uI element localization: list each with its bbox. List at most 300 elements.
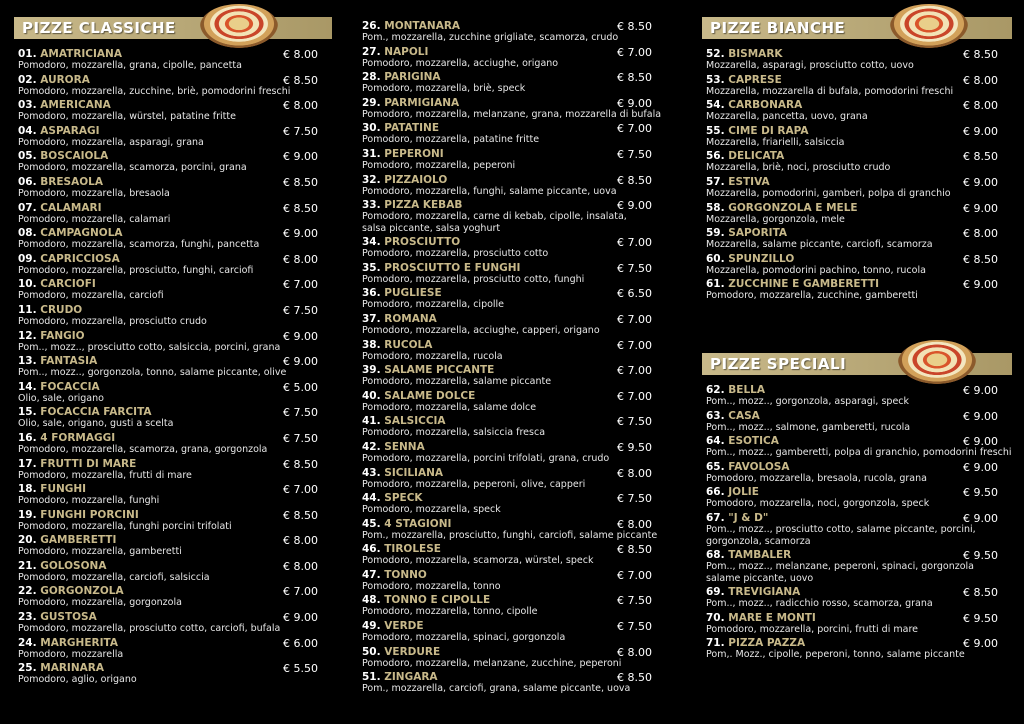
menu-item-name [362, 262, 520, 274]
menu-item [14, 381, 332, 407]
menu-item-number: 64. [706, 435, 725, 448]
menu-item [702, 512, 1012, 549]
menu-item-price: € 9.00 [963, 637, 998, 651]
menu-item-name [18, 278, 96, 290]
menu-item-number: 58. [706, 201, 725, 214]
menu-item-title: MARGHERITA [40, 636, 118, 649]
menu-item-ingredients: Pomodoro, mozzarella, calamari [18, 213, 171, 225]
menu-item-price: € 9.50 [617, 440, 652, 454]
menu-item-number: 30. [362, 122, 381, 135]
menu-item [702, 410, 1012, 436]
menu-item-price: € 7.00 [617, 236, 652, 250]
menu-list-classiche [14, 48, 332, 688]
menu-item [14, 48, 332, 74]
menu-item [702, 435, 1012, 461]
menu-item-name [362, 148, 444, 160]
menu-item-ingredients: Mozzarella, pomodorini, gamberi, polpa di granchio [706, 187, 951, 199]
section-title: PIZZE SPECIALI [710, 354, 847, 373]
menu-item-number: 41. [362, 415, 381, 428]
menu-item [14, 125, 332, 151]
menu-item-price: € 8.50 [963, 252, 998, 266]
menu-item-number: 35. [362, 261, 381, 274]
menu-item-title: FAVOLOSA [728, 460, 790, 473]
menu-item-number: 27. [362, 45, 381, 58]
menu-item-number: 44. [362, 492, 381, 505]
menu-item-number: 48. [362, 594, 381, 607]
menu-item-name [18, 125, 100, 137]
menu-item-price: € 9.00 [617, 199, 652, 213]
menu-item [14, 406, 332, 432]
section-title: PIZZE CLASSICHE [22, 19, 176, 37]
menu-item [14, 662, 332, 688]
menu-item-name [18, 662, 104, 674]
menu-item-price: € 8.00 [963, 73, 998, 87]
menu-item-price: € 7.50 [617, 594, 652, 608]
menu-item-name [706, 278, 879, 290]
menu-item-title: AMERICANA [40, 99, 111, 112]
menu-item-title: PROSCIUTTO [384, 236, 461, 249]
menu-list-bianche [702, 48, 1012, 304]
column-classiche-2 [358, 18, 666, 697]
menu-item-title: GORGONZOLA [40, 585, 124, 598]
menu-item-ingredients: Mozzarella, salame piccante, carciofi, scamorza [706, 239, 933, 251]
menu-item-title: CARBONARA [728, 99, 803, 112]
menu-item-title: ESTIVA [728, 175, 770, 188]
menu-item-ingredients: Pomodoro, mozzarella, carciofi [18, 290, 164, 302]
menu-item-number: 05. [18, 150, 37, 163]
menu-item-price: € 8.50 [617, 20, 652, 33]
menu-item-title: PROSCIUTTO E FUNGHI [384, 261, 521, 274]
section-header-speciali [702, 350, 1012, 376]
menu-item-title: SPUNZILLO [728, 252, 795, 265]
menu-item-title: GOLOSONA [40, 559, 107, 572]
menu-item-number: 29. [362, 96, 381, 109]
menu-item-number: 49. [362, 620, 381, 633]
menu-item-ingredients: Olio, sale, origano [18, 392, 104, 404]
menu-item-name [362, 467, 443, 479]
menu-item-number: 03. [18, 99, 37, 112]
menu-item-ingredients: Pomodoro, mozzarella, funghi porcini trifolati [18, 520, 232, 532]
menu-item-ingredients: Pom., mozzarella, prosciutto, funghi, carciofi, salame piccante [362, 529, 658, 541]
menu-item-name [362, 594, 490, 606]
menu-item [358, 364, 666, 390]
menu-item-ingredients: Pom.., mozz.., melanzane, peperoni, spinaci, gorgonzola [706, 560, 974, 572]
menu-item-name [362, 46, 428, 58]
section-header-bianche [702, 14, 1012, 40]
menu-item-number: 15. [18, 406, 37, 419]
menu-item-number: 51. [362, 671, 381, 684]
menu-item-ingredients: Pomodoro, mozzarella, grana, cipolle, pancetta [18, 60, 242, 71]
menu-item-ingredients: Pomodoro, mozzarella, zucchine, gamberetti [706, 290, 918, 302]
menu-item-price: € 8.50 [283, 73, 318, 87]
menu-item-price: € 8.50 [283, 508, 318, 522]
menu-item-number: 63. [706, 409, 725, 422]
menu-item-ingredients: Pomodoro, mozzarella, scamorza, porcini, grana [18, 162, 247, 174]
menu-item-name [18, 483, 86, 495]
menu-item [702, 176, 1012, 202]
menu-item [14, 560, 332, 586]
menu-item-number: 19. [18, 508, 37, 521]
menu-item-ingredients: Pomodoro, mozzarella, rucola [362, 350, 503, 362]
menu-item [358, 262, 666, 288]
menu-item-price: € 7.50 [283, 303, 318, 317]
menu-item-price: € 7.00 [617, 338, 652, 352]
menu-item-name [362, 415, 446, 427]
menu-item-number: 13. [18, 355, 37, 368]
menu-item-price: € 8.50 [283, 457, 318, 471]
menu-item-number: 57. [706, 175, 725, 188]
menu-item-ingredients: Pomodoro, mozzarella, würstel, patatine fritte [18, 111, 236, 123]
menu-item-ingredients: Pomodoro, aglio, origano [18, 674, 137, 686]
menu-item-title: PEPERONI [384, 147, 444, 160]
menu-item-title: CAPRESE [728, 73, 782, 86]
menu-item-title: SAPORITA [728, 227, 788, 240]
menu-item-number: 23. [18, 611, 37, 624]
menu-item [358, 97, 666, 123]
menu-item-ingredients: Pomodoro, mozzarella, noci, gorgonzola, speck [706, 498, 930, 510]
pizza-image-icon [200, 4, 278, 48]
menu-item [14, 99, 332, 125]
menu-item-number: 08. [18, 227, 37, 240]
menu-item-ingredients: Pomodoro, mozzarella, cipolle [362, 299, 505, 311]
menu-item-number: 62. [706, 383, 725, 396]
menu-item-title: SALAME PICCANTE [384, 364, 495, 377]
menu-item-title: BISMARK [728, 48, 783, 60]
menu-item [358, 313, 666, 339]
menu-item-name [706, 410, 760, 422]
menu-item-name [362, 492, 423, 504]
menu-item-ingredients: Pomodoro, mozzarella, bresaola, rucola, grana [706, 472, 927, 484]
menu-item-number: 37. [362, 312, 381, 325]
menu-item-name [362, 174, 447, 186]
menu-item-ingredients-cont: salsa piccante, salsa yoghurt [362, 223, 501, 235]
menu-item-price: € 7.00 [283, 278, 318, 292]
menu-item-ingredients: Pomodoro, mozzarella, peperoni [362, 159, 516, 171]
menu-item-number: 33. [362, 199, 381, 212]
menu-item-title: SICILIANA [384, 466, 443, 479]
menu-item-title: CIME DI RAPA [728, 124, 809, 137]
menu-item-title: ROMANA [384, 312, 437, 325]
menu-item-title: VERDURE [384, 645, 441, 658]
menu-item [358, 467, 666, 493]
menu-item-name [18, 99, 111, 111]
menu-item-title: CASA [728, 409, 760, 422]
menu-item-title: SALAME DOLCE [384, 389, 476, 402]
menu-item-title: FRUTTI DI MARE [40, 457, 137, 470]
menu-item-ingredients: Pomodoro, mozzarella, asparagi, grana [18, 136, 204, 148]
menu-item-name [706, 435, 779, 447]
menu-item [358, 543, 666, 569]
menu-item-name [706, 384, 765, 396]
menu-item-title: 4 STAGIONI [384, 517, 452, 530]
menu-item-ingredients: Pomodoro, mozzarella, patatine fritte [362, 134, 540, 146]
menu-item-ingredients: Pomodoro, mozzarella, scamorza, würstel, speck [362, 555, 594, 567]
menu-item-price: € 9.00 [283, 355, 318, 369]
menu-item-price: € 9.00 [963, 175, 998, 189]
menu-item-ingredients-cont: salame piccante, uovo [706, 572, 814, 584]
menu-item-name [706, 637, 805, 649]
menu-item-ingredients: Mozzarella, pancetta, uovo, grana [706, 111, 868, 123]
menu-item-name [706, 176, 770, 188]
menu-item [702, 227, 1012, 253]
menu-item-price: € 6.50 [617, 287, 652, 301]
menu-item-title: GUSTOSA [40, 611, 97, 624]
menu-item-name [362, 339, 432, 351]
menu-item-number: 14. [18, 380, 37, 393]
menu-item-title: PIZZA KEBAB [384, 199, 463, 212]
menu-item [702, 461, 1012, 487]
menu-item-name [18, 432, 115, 444]
menu-item-price: € 8.00 [963, 99, 998, 113]
menu-item-price: € 7.00 [617, 364, 652, 378]
menu-item-number: 07. [18, 201, 37, 214]
menu-item-price: € 7.00 [283, 585, 318, 599]
menu-item-title: JOLIE [728, 486, 759, 499]
menu-item-number: 67. [706, 511, 725, 524]
menu-item [702, 612, 1012, 638]
menu-item-name [706, 150, 784, 162]
menu-item-number: 38. [362, 338, 381, 351]
menu-item-title: PARMIGIANA [384, 96, 460, 109]
menu-item-price: € 7.50 [283, 431, 318, 445]
menu-item-number: 66. [706, 486, 725, 499]
menu-item-name [18, 637, 118, 649]
menu-item-ingredients: Pomodoro, mozzarella, frutti di mare [18, 469, 192, 481]
menu-item-price: € 8.50 [963, 585, 998, 599]
menu-item-price: € 5.50 [283, 662, 318, 676]
menu-item-ingredients: Pomodoro, mozzarella, acciughe, capperi, origano [362, 324, 600, 336]
menu-item-number: 18. [18, 483, 37, 496]
menu-item-number: 25. [18, 662, 37, 675]
menu-item-title: MONTANARA [384, 20, 461, 32]
menu-item-name [18, 253, 120, 265]
menu-item-ingredients: Pomodoro, mozzarella, peperoni, olive, capperi [362, 478, 586, 490]
menu-item [14, 176, 332, 202]
menu-item [14, 458, 332, 484]
menu-item [14, 227, 332, 253]
menu-item-ingredients: Pomodoro, mozzarella, spinaci, gorgonzola [362, 632, 566, 644]
menu-item-name [18, 202, 101, 214]
menu-item [358, 148, 666, 174]
menu-item [14, 150, 332, 176]
menu-item-price: € 9.00 [963, 460, 998, 474]
menu-item [14, 278, 332, 304]
menu-item-ingredients: Pomodoro, mozzarella, melanzane, zucchine, peperoni [362, 657, 622, 669]
menu-item-number: 71. [706, 637, 725, 650]
menu-item-name [18, 406, 152, 418]
menu-item-name [18, 560, 106, 572]
menu-item-ingredients: Pomodoro, mozzarella, carne di kebab, cipolle, insalata, [362, 211, 627, 223]
menu-item-ingredients: Pom.., mozz.., gamberetti, polpa di granchio, pomodorini freschi [706, 447, 1012, 459]
menu-item-number: 61. [706, 278, 725, 291]
menu-item-number: 10. [18, 278, 37, 291]
menu-item-title: MARE E MONTI [728, 611, 816, 624]
menu-item [14, 509, 332, 535]
menu-item-ingredients: Pom.., mozz.., radicchio rosso, scamorza, grana [706, 597, 933, 609]
menu-item [358, 287, 666, 313]
menu-item-name [362, 390, 475, 402]
menu-item-title: RUCOLA [384, 338, 433, 351]
menu-item-title: SPECK [384, 492, 423, 505]
menu-item-ingredients: Pomodoro, mozzarella, prosciutto, funghi, carciofi [18, 264, 254, 276]
menu-item-title: PARIGINA [384, 71, 441, 84]
menu-item [14, 355, 332, 381]
menu-item-title: CALAMARI [40, 201, 102, 214]
menu-item-title: FANGIO [40, 329, 85, 342]
menu-item-ingredients: Mozzarella, briè, noci, prosciutto crudo [706, 162, 891, 174]
menu-item [358, 594, 666, 620]
menu-item-title: PATATINE [384, 122, 439, 135]
menu-item-name [18, 509, 139, 521]
menu-item-ingredients: Mozzarella, asparagi, prosciutto cotto, uovo [706, 60, 914, 71]
menu-item-number: 53. [706, 73, 725, 86]
menu-item-ingredients: Pomodoro, mozzarella, carciofi, salsiccia [18, 571, 210, 583]
menu-item-name [706, 99, 802, 111]
menu-item-ingredients: Mozzarella, gorgonzola, mele [706, 213, 845, 225]
menu-item-name [18, 304, 82, 316]
menu-item-number: 56. [706, 150, 725, 163]
pizza-image-icon [898, 340, 976, 384]
menu-item-number: 69. [706, 585, 725, 598]
menu-item [702, 486, 1012, 512]
menu-item-number: 36. [362, 287, 381, 300]
menu-item-number: 54. [706, 99, 725, 112]
menu-item-ingredients: Pomodoro, mozzarella, funghi [18, 495, 160, 507]
menu-item [358, 236, 666, 262]
menu-item-name [706, 227, 787, 239]
menu-item-ingredients: Pomodoro, mozzarella, prosciutto cotto, funghi [362, 273, 585, 285]
menu-item-name [18, 611, 97, 623]
menu-item-price: € 8.50 [963, 150, 998, 164]
menu-item-ingredients: Olio, sale, origano, gusti a scelta [18, 418, 174, 430]
menu-item [358, 339, 666, 365]
menu-item [702, 586, 1012, 612]
menu-item-price: € 9.00 [963, 435, 998, 449]
menu-item-number: 32. [362, 173, 381, 186]
menu-item-title: ZUCCHINE E GAMBERETTI [728, 278, 880, 291]
menu-item-name [706, 202, 858, 214]
menu-item-number: 21. [18, 559, 37, 572]
menu-item-name [362, 313, 437, 325]
menu-item-price: € 8.00 [283, 534, 318, 548]
menu-item-price: € 8.00 [283, 99, 318, 113]
menu-item-name [362, 287, 442, 299]
menu-item-ingredients-cont: gorgonzola, scamorza [706, 535, 811, 547]
menu-item-title: DELICATA [728, 150, 785, 163]
menu-item [358, 20, 666, 46]
menu-item [358, 518, 666, 544]
menu-item-title: BELLA [728, 383, 765, 396]
menu-item-ingredients: Pomodoro, mozzarella, bresaola [18, 187, 170, 199]
menu-item [702, 202, 1012, 228]
menu-item-title: FUNGHI PORCINI [40, 508, 139, 521]
menu-item-name [362, 97, 459, 109]
menu-item-title: CARCIOFI [40, 278, 96, 291]
menu-item-price: € 7.00 [283, 483, 318, 497]
menu-item-name [706, 125, 809, 137]
menu-item-title: "J & D" [728, 511, 769, 524]
menu-item-number: 09. [18, 252, 37, 265]
menu-item-title: CRUDO [40, 303, 83, 316]
menu-item-ingredients: Pomodoro, mozzarella, scamorza, grana, gorgonzola [18, 443, 268, 455]
menu-item-ingredients: Pomodoro, mozzarella, acciughe, origano [362, 57, 559, 69]
menu-item-price: € 6.00 [283, 636, 318, 650]
menu-item [702, 637, 1012, 663]
menu-item-number: 34. [362, 236, 381, 249]
menu-item-name [362, 518, 451, 530]
menu-item-title: ESOTICA [728, 435, 779, 448]
menu-item-ingredients: Pomodoro, mozzarella, briè, speck [362, 83, 526, 95]
menu-item-price: € 9.00 [963, 511, 998, 525]
menu-item-price: € 9.50 [963, 548, 998, 562]
menu-item-ingredients: Pom,. Mozz., cipolle, peperoni, tonno, salame piccante [706, 649, 965, 661]
menu-item-name [706, 612, 816, 624]
menu-item [14, 74, 332, 100]
menu-item-price: € 9.00 [617, 96, 652, 110]
menu-item-ingredients: Pomodoro, mozzarella, melanzane, grana, mozzarella di bufala [362, 108, 662, 120]
menu-item [14, 432, 332, 458]
menu-item-number: 55. [706, 124, 725, 137]
menu-item-title: GAMBERETTI [40, 534, 117, 547]
menu-item-title: PIZZAIOLO [384, 173, 448, 186]
pizza-image-icon [890, 4, 968, 48]
menu-item-title: TAMBALER [728, 548, 792, 561]
section-title: PIZZE BIANCHE [710, 19, 846, 37]
menu-item-title: TREVIGIANA [728, 585, 801, 598]
menu-item-name [706, 253, 794, 265]
menu-item-price: € 8.50 [617, 543, 652, 557]
menu-item-price: € 7.50 [283, 124, 318, 138]
menu-item-name [706, 512, 768, 524]
menu-item-title: PUGLIESE [384, 287, 442, 300]
menu-item [14, 637, 332, 663]
menu-item-ingredients: Pomodoro, mozzarella, gorgonzola [18, 597, 182, 609]
menu-item-title: FANTASIA [40, 355, 98, 368]
menu-item-ingredients: Mozzarella, mozzarella di bufala, pomodorini freschi [706, 85, 954, 97]
menu-item [702, 74, 1012, 100]
menu-item-name [706, 461, 789, 473]
menu-item [702, 549, 1012, 586]
menu-item-number: 40. [362, 389, 381, 402]
menu-item-title: MARINARA [40, 662, 104, 675]
menu-item-title: CAPRICCIOSA [40, 252, 120, 265]
menu-item-name [362, 20, 460, 32]
menu-item-name [362, 71, 441, 83]
menu-item-price: € 9.00 [283, 150, 318, 164]
menu-item-name [18, 381, 100, 393]
menu-item-price: € 8.50 [963, 48, 998, 61]
menu-item-number: 70. [706, 611, 725, 624]
menu-item-ingredients: Pomodoro, mozzarella, tonno, cipolle [362, 606, 538, 618]
menu-item-name [706, 74, 782, 86]
menu-item-ingredients: Pomodoro, mozzarella, funghi, salame piccante, uova [362, 185, 617, 197]
menu-item [358, 492, 666, 518]
menu-item-price: € 8.50 [617, 671, 652, 685]
menu-item [14, 304, 332, 330]
menu-item [358, 646, 666, 672]
menu-item [14, 534, 332, 560]
menu-item [14, 483, 332, 509]
menu-item [14, 202, 332, 228]
menu-item-price: € 7.50 [617, 261, 652, 275]
menu-item-number: 59. [706, 227, 725, 240]
menu-item-title: TIROLESE [384, 543, 441, 556]
menu-item-ingredients: Pomodoro, mozzarella, speck [362, 504, 501, 516]
menu-item-price: € 7.00 [617, 312, 652, 326]
menu-item [702, 384, 1012, 410]
menu-item-price: € 8.00 [617, 517, 652, 531]
menu-item-number: 02. [18, 73, 37, 86]
